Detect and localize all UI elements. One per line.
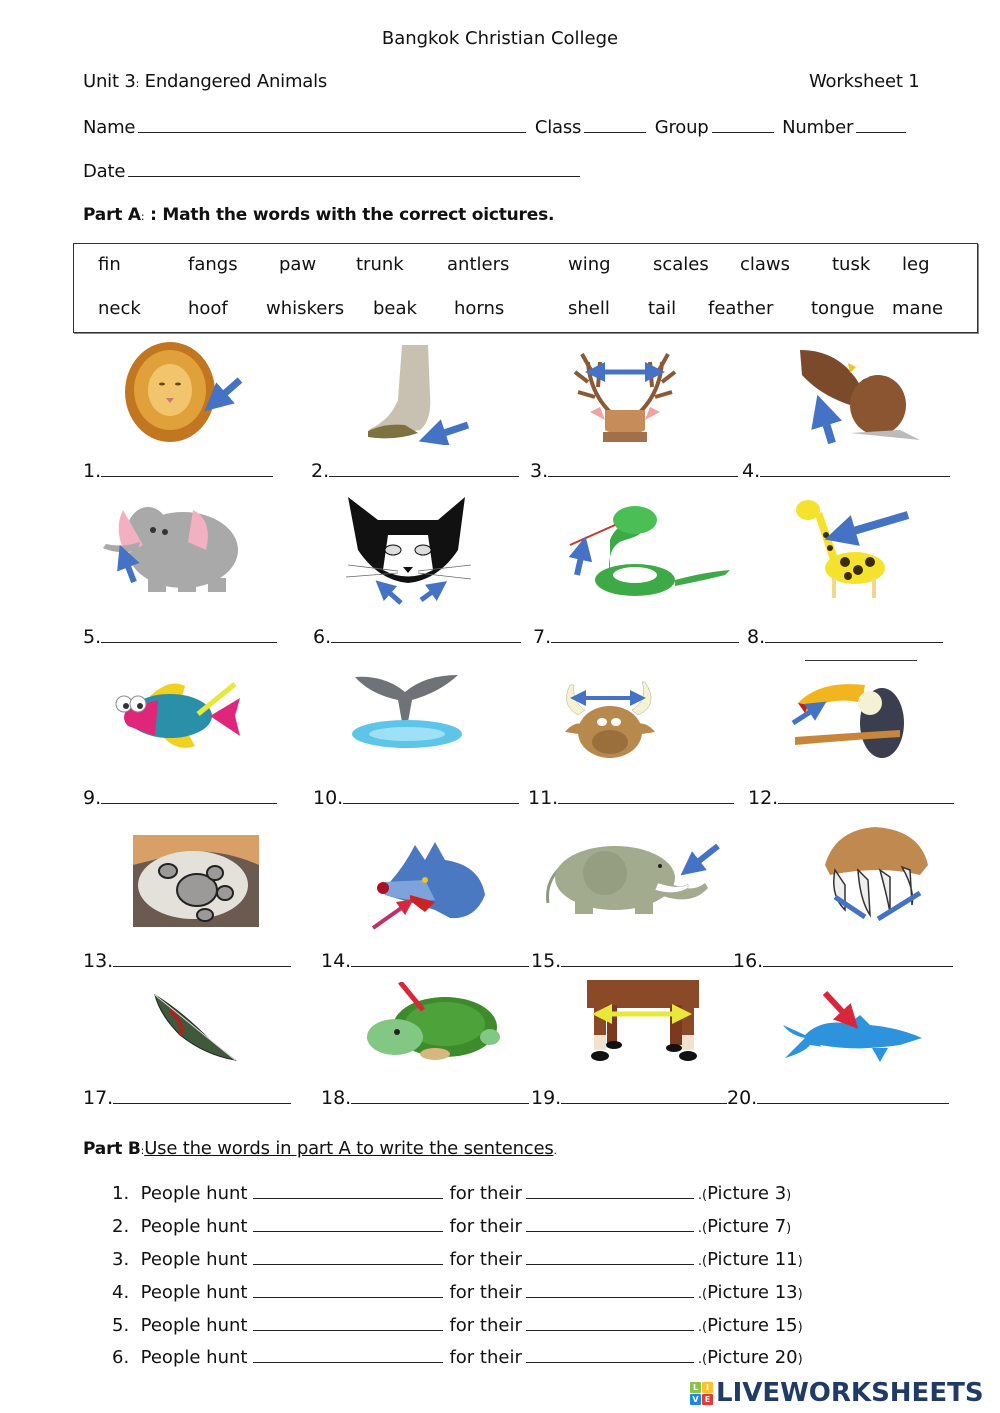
part-b-heading: Part B:Use the words in part A to write the sentences.: [83, 1138, 557, 1159]
word-bank-item: tusk: [832, 254, 871, 275]
answer-label-4: 4.: [742, 460, 950, 482]
arrow-icon: [825, 993, 850, 1020]
group-label: Group: [654, 117, 709, 138]
sentence-row: 2. People hunt for their .(Picture 7): [112, 1216, 792, 1237]
answer-field-9[interactable]: [101, 790, 277, 804]
worksheet-number: Worksheet 1: [809, 71, 920, 92]
answer-label-9: 9.: [83, 787, 277, 809]
answer-label-10: 10.: [313, 787, 519, 809]
sentence-part-field[interactable]: [526, 1185, 694, 1199]
deer-picture: [570, 342, 680, 442]
eagle-picture: [790, 345, 930, 445]
sentence-part-field[interactable]: [526, 1349, 694, 1363]
answer-label-1: 1.: [83, 460, 273, 482]
brand-name: LIVEWORKSHEETS: [716, 1378, 984, 1408]
name-label: Name: [83, 117, 136, 138]
sentence-animal-field[interactable]: [253, 1185, 443, 1199]
lion-picture: [120, 342, 260, 447]
sentence-row: 6. People hunt for their .(Picture 20): [112, 1347, 803, 1368]
word-bank-item: fin: [98, 254, 121, 275]
sentence-row: 1. People hunt for their .(Picture 3): [112, 1183, 792, 1204]
word-bank-item: antlers: [447, 254, 510, 275]
part-a-heading: Part A: : Math the words with the correct oictures.: [83, 205, 555, 225]
part-b-instruction: Use the words in part A to write the sentences: [144, 1138, 554, 1159]
word-bank-item: tongue: [811, 298, 875, 319]
turtle-picture: [365, 982, 505, 1064]
date-row: [83, 161, 583, 182]
word-bank-item: trunk: [356, 254, 404, 275]
divider-line: [805, 660, 917, 661]
sentence-animal-field[interactable]: [253, 1349, 443, 1363]
group-field[interactable]: [712, 117, 774, 133]
elephant-tusk-picture: [540, 838, 720, 918]
part-a-instruction: : Math the words with the correct oictures.: [150, 205, 555, 225]
live-tiles-icon: L I V E: [690, 1382, 713, 1405]
answer-field-4[interactable]: [760, 463, 950, 477]
answer-field-11[interactable]: [558, 790, 734, 804]
arrow-icon: [835, 897, 865, 917]
tiger-paw-picture: [133, 835, 259, 927]
arrow-icon: [432, 425, 468, 437]
answer-field-6[interactable]: [331, 629, 521, 643]
horse-legs-picture: [582, 980, 702, 1065]
number-label: Number: [782, 117, 854, 138]
answer-label-12: 12.: [748, 787, 954, 809]
sentence-animal-field[interactable]: [253, 1317, 443, 1331]
arrow-icon: [373, 904, 407, 928]
answer-field-8[interactable]: [765, 629, 943, 643]
word-bank-item: neck: [98, 298, 141, 319]
answer-field-5[interactable]: [101, 629, 277, 643]
sentence-part-field[interactable]: [526, 1218, 694, 1232]
answer-field-13[interactable]: [113, 953, 291, 967]
school-name: Bangkok Christian College: [381, 28, 619, 49]
word-bank-item: leg: [902, 254, 930, 275]
answer-field-20[interactable]: [757, 1090, 949, 1104]
fish-picture: [110, 678, 260, 753]
answer-field-15[interactable]: [561, 953, 739, 967]
claw-picture: [820, 825, 930, 925]
word-bank-item: claws: [740, 254, 791, 275]
elephant-picture: [98, 500, 258, 595]
cat-picture: [343, 495, 473, 615]
answer-label-11: 11.: [528, 787, 734, 809]
hoof-picture: [360, 345, 490, 445]
answer-field-19[interactable]: [561, 1090, 727, 1104]
arrow-icon: [215, 380, 240, 402]
number-field[interactable]: [856, 117, 906, 133]
wolf-picture: [365, 840, 495, 932]
sentence-part-field[interactable]: [526, 1284, 694, 1298]
arrow-icon: [878, 893, 920, 919]
whale-tail-picture: [350, 672, 465, 754]
word-bank-item: tail: [648, 298, 677, 319]
word-bank-item: scales: [653, 254, 709, 275]
name-field[interactable]: [138, 117, 526, 133]
answer-field-7[interactable]: [551, 629, 739, 643]
answer-field-2[interactable]: [329, 463, 519, 477]
word-bank: [73, 243, 978, 333]
word-bank-item: horns: [454, 298, 505, 319]
toucan-picture: [790, 675, 925, 760]
arrow-icon: [690, 846, 718, 868]
bull-picture: [560, 680, 660, 760]
liveworksheets-logo[interactable]: [690, 1378, 984, 1408]
date-field[interactable]: [128, 161, 580, 177]
sentence-part-field[interactable]: [526, 1251, 694, 1265]
answer-label-7: 7.: [533, 626, 739, 648]
snake-picture: [565, 500, 735, 600]
arrow-icon: [383, 587, 401, 603]
answer-label-13: 13.: [83, 950, 291, 972]
unit-title: Endangered Animals: [144, 71, 328, 92]
answer-label-2: 2.: [311, 460, 519, 482]
answer-field-10[interactable]: [343, 790, 519, 804]
date-label: Date: [83, 161, 126, 182]
sentence-row: 5. People hunt for their .(Picture 15): [112, 1315, 803, 1336]
answer-field-17[interactable]: [113, 1090, 291, 1104]
word-bank-item: shell: [568, 298, 610, 319]
unit-heading: Unit 3: Endangered Animals: [83, 71, 328, 92]
word-bank-item: feather: [708, 298, 774, 319]
answer-field-3[interactable]: [548, 463, 738, 477]
sentence-animal-field[interactable]: [253, 1218, 443, 1232]
sentence-animal-field[interactable]: [253, 1284, 443, 1298]
word-bank-item: beak: [373, 298, 417, 319]
answer-label-20: 20.: [727, 1087, 949, 1109]
answer-label-8: 8.: [747, 626, 943, 648]
answer-label-15: 15.: [531, 950, 739, 972]
arrow-icon: [822, 410, 832, 443]
student-info-row: [83, 117, 909, 138]
shark-picture: [780, 990, 930, 1070]
arrow-icon: [840, 515, 908, 535]
sentence-part-field[interactable]: [526, 1317, 694, 1331]
answer-field-12[interactable]: [778, 790, 954, 804]
answer-label-19: 19.: [531, 1087, 727, 1109]
answer-field-16[interactable]: [763, 953, 953, 967]
class-label: Class: [534, 117, 582, 138]
sentence-row: 4. People hunt for their .(Picture 13): [112, 1282, 803, 1303]
answer-label-5: 5.: [83, 626, 277, 648]
unit-label: Unit 3: [83, 71, 136, 92]
answer-label-18: 18.: [321, 1087, 529, 1109]
feather-picture: [150, 990, 240, 1065]
answer-label-3: 3.: [530, 460, 738, 482]
answer-label-16: 16.: [733, 950, 953, 972]
word-bank-item: paw: [279, 254, 317, 275]
class-field[interactable]: [584, 117, 646, 133]
answer-label-17: 17.: [83, 1087, 291, 1109]
answer-field-1[interactable]: [101, 463, 273, 477]
giraffe-picture: [790, 490, 920, 600]
answer-label-14: 14.: [321, 950, 529, 972]
arrow-icon: [421, 587, 439, 600]
word-bank-item: mane: [892, 298, 944, 319]
arrow-icon: [577, 548, 583, 575]
sentence-animal-field[interactable]: [253, 1251, 443, 1265]
answer-field-18[interactable]: [351, 1090, 529, 1104]
answer-field-14[interactable]: [351, 953, 529, 967]
answer-label-6: 6.: [313, 626, 521, 648]
word-bank-item: hoof: [188, 298, 228, 319]
word-bank-item: fangs: [188, 254, 238, 275]
sentence-row: 3. People hunt for their .(Picture 11): [112, 1249, 803, 1270]
word-bank-item: whiskers: [266, 298, 345, 319]
word-bank-item: wing: [568, 254, 611, 275]
